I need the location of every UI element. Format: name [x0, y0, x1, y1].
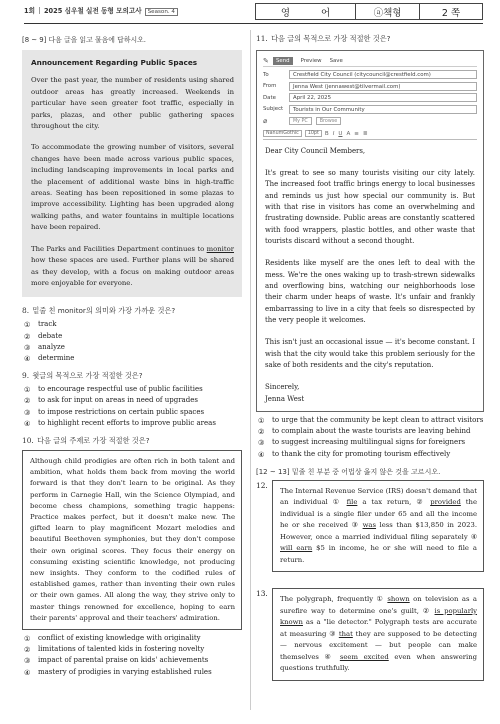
paragraph-3-text-a: The Parks and Facilities Department continues to — [31, 244, 207, 253]
announcement-title: Announcement Regarding Public Spaces — [31, 58, 198, 67]
option-marker: ③ — [24, 342, 31, 352]
q13-underline-2: is popularly known — [280, 606, 478, 627]
q13-text-5: even when answering questions truthfully. — [280, 652, 478, 673]
exam-info-box — [255, 3, 483, 20]
answer-option[interactable] — [24, 319, 242, 330]
q13-mark-2: ② — [422, 606, 435, 615]
q12-text-5: $5 in income, he or she will need to file a return. — [280, 544, 477, 564]
option-text: mastery of prodigies in varying established rules — [38, 667, 212, 676]
answer-option[interactable] — [24, 395, 242, 406]
option-marker: ① — [24, 385, 31, 395]
option-text: determine — [38, 353, 75, 362]
header-rule — [24, 23, 483, 24]
to-label: To — [263, 71, 269, 78]
q13-underline-4: seem excited — [339, 652, 389, 661]
q13-text-1: The polygraph, frequently — [280, 595, 377, 604]
align-left-icon[interactable]: ≡ — [354, 130, 359, 137]
option-text: to highlight recent efforts to improve public areas — [38, 418, 216, 427]
option-text: to ask for input on areas in need of upgrades — [38, 396, 198, 405]
option-marker: ④ — [24, 667, 31, 677]
question-8-options — [24, 319, 242, 364]
page-label: 2 쪽 — [441, 7, 461, 19]
format-toolbar — [263, 129, 477, 140]
align-center-icon[interactable]: ≣ — [362, 130, 368, 137]
from-row — [263, 81, 477, 93]
question-13-number: 13. — [256, 589, 268, 599]
option-marker: ② — [24, 331, 31, 341]
subject-label: Subject — [263, 106, 284, 113]
option-text: to encourage respectful use of public facilities — [38, 385, 203, 394]
option-marker: ② — [258, 427, 265, 437]
email-signature: Jenna West — [265, 394, 305, 403]
question-9-number: 9. — [22, 371, 30, 381]
q13-text-2: on television as a surefire way to determine one's guilt, — [280, 595, 477, 615]
send-tab[interactable]: Send — [273, 57, 293, 65]
text-color-icon[interactable]: A — [346, 130, 351, 137]
q13-underline-3: that — [338, 629, 353, 638]
option-text: limitations of talented kids in fostering novelty — [38, 645, 205, 654]
option-marker: ④ — [258, 449, 265, 459]
option-text: to urge that the community be kept clean to attract visitors — [272, 416, 484, 425]
q12-mark-4: ④ — [470, 532, 477, 541]
answer-option[interactable] — [24, 633, 242, 644]
q12-text-1: The Internal Revenue Service (IRS) doesn't demand that an individual — [280, 486, 477, 507]
option-text: conflict of existing knowledge with originality — [38, 633, 201, 642]
q12-underline-1: file — [346, 498, 358, 507]
option-text: to thank the city for promoting tourism effectively — [272, 449, 451, 458]
bold-icon[interactable]: B — [324, 130, 329, 137]
option-marker: ① — [24, 633, 31, 643]
email-greeting: Dear City Council Members, — [265, 146, 366, 155]
to-row — [263, 69, 477, 81]
email-body — [263, 140, 477, 406]
question-8-stem: 밑줄 친 monitor의 의미와 가장 가까운 것은? — [32, 306, 176, 316]
underline-icon[interactable]: U — [338, 130, 343, 137]
option-marker: ③ — [24, 407, 31, 417]
underlined-monitor: monitor — [206, 244, 234, 253]
answer-option[interactable] — [24, 418, 242, 429]
question-8 — [22, 306, 242, 316]
q12-text-2: a tax return, — [357, 498, 417, 507]
column-divider — [250, 30, 251, 710]
answer-option[interactable] — [24, 384, 242, 395]
attachment-row — [263, 115, 477, 127]
email-toolbar — [263, 55, 477, 67]
q13-mark-1: ① — [376, 595, 388, 604]
answer-option[interactable] — [258, 437, 484, 448]
header-separator — [39, 7, 40, 14]
q12-text-4: less than $13,850 in 2023. However, once a married individual filing separately — [280, 521, 478, 541]
question-9-options — [24, 384, 242, 429]
question-10-passage: Although child prodigies are often rich in both talent and ambition, what holds them back from moving the world forward is that they don't learn to be original. As they perform in Carnegie Hall, win the Science Olympiad, and become chess champions, something tragic happens: Practice makes perfect, but it doesn't make new. The gifted learn to play magnificent Mozart melodies and beautiful Beethoven symphonies, but they don't compose their own original scores. They focus their energy on consuming existing scientific knowledge, not producing new insights. They conform to the codified rules of established games, rather than inventing their own rules or their own games. All along the way, they strive only to master things renowned for excellence, hoping to earn their parents' approval and their teachers' admiration. — [22, 450, 242, 630]
exam-header-left — [24, 5, 178, 15]
from-label: From — [263, 83, 277, 90]
question-11-options — [258, 415, 484, 460]
date-field[interactable]: April 22, 2025 — [289, 93, 477, 102]
q12-mark-3: ③ — [351, 521, 363, 530]
right-column — [256, 34, 484, 681]
save-tab[interactable]: Save — [329, 57, 343, 64]
question-11 — [256, 34, 484, 44]
round-number: 1회 — [24, 7, 35, 15]
question-12-number: 12. — [256, 480, 268, 490]
paragraph-3-text-b: how these spaces are used. Further plans will be shared as they develop, with a focus on making outdoor areas more enjoyable for everyone. — [31, 256, 234, 287]
question-13-passage — [272, 588, 484, 681]
question-10-options — [24, 633, 242, 678]
answer-option[interactable] — [24, 667, 242, 678]
option-marker: ① — [24, 320, 31, 330]
announcement-passage — [22, 50, 242, 297]
left-column — [22, 34, 242, 678]
q13-text-4: they are supposed to be detecting — nervous excitement — but people can make themselves — [280, 629, 477, 661]
option-marker: ④ — [24, 418, 31, 428]
date-label: Date — [263, 94, 276, 101]
option-text: to complain about the waste tourists are leaving behind — [272, 427, 471, 436]
q12-underline-3: was — [362, 521, 377, 530]
italic-icon[interactable]: I — [332, 130, 335, 137]
q13-underline-1: shown — [387, 595, 410, 604]
option-marker: ② — [24, 645, 31, 655]
paperclip-icon: ⌀ — [263, 116, 268, 125]
question-11-stem: 다음 글의 목적으로 가장 적절한 것은? — [271, 34, 391, 43]
from-field[interactable]: Jenna West (jennawest@tilvermail.com) — [289, 82, 477, 91]
email-closing: Sincerely, — [265, 383, 300, 392]
answer-option[interactable] — [258, 415, 484, 426]
q12-underline-4: will earn — [280, 544, 313, 553]
q13-mark-3: ③ — [329, 629, 339, 638]
q12-underline-2: provided — [430, 498, 461, 507]
answer-option[interactable] — [258, 426, 484, 437]
email-paragraph-2: Residents like myself are the ones left to deal with the mess. We're the ones waking up to trash-strewn sidewalks and overflowing bins, watching our neighborhoods lose their charm under heaps of waste. It's unfair and frankly embarrassing to live in a city that feels so disrespected by the very people it welcomes. — [265, 259, 475, 324]
question-12 — [256, 480, 484, 573]
exam-title: 2025 심우철 실전 동형 모의고사 — [43, 7, 142, 15]
compose-icon: ✎ — [263, 56, 269, 65]
q12-mark-2: ② — [416, 498, 431, 507]
answer-option[interactable] — [258, 449, 484, 460]
answer-option[interactable] — [24, 353, 242, 364]
season-badge: Season. 4 — [145, 8, 178, 16]
question-9-stem: 윗글의 목적으로 가장 적절한 것은? — [32, 371, 143, 381]
question-12-passage — [272, 480, 484, 573]
email-paragraph-3: This isn't just an occasional issue — it's become constant. I wish that the city would take this problem seriously for the sake of both residents and the city's reputation. — [265, 338, 475, 369]
q13-text-3: as a "lie detector." Polygraph tests are accurate at measuring — [280, 618, 477, 638]
option-text: track — [38, 320, 57, 329]
subject-row — [263, 104, 477, 116]
option-marker: ④ — [24, 353, 31, 363]
option-text: to suggest increasing multilingual signs for foreigners — [272, 438, 466, 447]
answer-option[interactable] — [24, 342, 242, 353]
q12-mark-1: ① — [332, 498, 347, 507]
option-marker: ③ — [24, 656, 31, 666]
question-11-number: 11. — [256, 34, 268, 43]
question-10 — [22, 436, 242, 446]
subject-label: 영 어 — [256, 4, 356, 19]
option-marker: ③ — [258, 438, 265, 448]
option-marker: ① — [258, 416, 265, 426]
email-window — [256, 50, 484, 412]
option-marker: ② — [24, 396, 31, 406]
option-text: debate — [38, 331, 63, 340]
option-text: analyze — [38, 342, 65, 351]
question-9 — [22, 371, 242, 381]
announcement-paragraph-3 — [31, 244, 234, 290]
question-8-number: 8. — [22, 306, 30, 316]
instruction-8-9: [8 ~ 9] 다음 글을 읽고 물음에 답하시오. — [22, 36, 146, 44]
answer-option[interactable] — [24, 644, 242, 655]
announcement-paragraph-2: To accommodate the growing number of visitors, several changes have been made across various public spaces, including landscaping improvements in local parks and the placement of additional waste bins in high-traffic areas. Seating has been repositioned in some plazas to improve accessibility. Lighting has been upgraded along walking paths, and water fountains in multiple locations have been repaired. — [31, 143, 234, 232]
announcement-paragraph-1: Over the past year, the number of residents using shared outdoor areas has greatly increased. Weekends in particular have seen greater foot traffic, especially in parks, plazas, and other public gathering spaces throughout the city. — [31, 76, 234, 131]
page-header — [0, 0, 500, 26]
option-text: to impose restrictions on certain public spaces — [38, 407, 205, 416]
email-paragraph-1: It's great to see so many tourists visiting our city lately. The increased foot traffic brings energy to local businesses and reminds us just how special our community is. But with that rise in visitors has come an overwhelming and frustrating downside. Public areas are constantly scattered with food wrappers, plastic bottles, and other waste that tourists discard without a second thought. — [265, 168, 475, 245]
preview-tab[interactable]: Preview — [300, 57, 322, 64]
booklet-type: ⓐ책형 — [356, 4, 420, 19]
q13-mark-4: ④ — [324, 652, 340, 661]
answer-option[interactable] — [24, 655, 242, 666]
browse-button[interactable]: Browse — [316, 117, 341, 125]
question-10-stem: 다음 글의 주제로 가장 적절한 것은? — [37, 435, 150, 445]
answer-option[interactable] — [24, 407, 242, 418]
to-field[interactable]: Crestfield City Council (citycouncil@crestfield.com) — [289, 70, 477, 79]
font-select[interactable]: NanumGothic — [263, 130, 302, 137]
subject-field[interactable]: Tourists in Our Community — [289, 105, 477, 114]
question-13 — [256, 588, 484, 681]
size-select[interactable]: 10pt — [305, 130, 322, 137]
question-10-number: 10. — [22, 435, 34, 445]
instruction-12-13: [12 ~ 13] 밑줄 친 부분 중 어법상 옳지 않은 것을 고르시오. — [256, 467, 441, 476]
date-row — [263, 92, 477, 104]
option-text: impact of parental praise on kids' achievements — [38, 656, 209, 665]
answer-option[interactable] — [24, 331, 242, 342]
q12-text-3: the individual is a single filer under 65 and all the income he or she received — [280, 498, 477, 530]
my-pc-button[interactable]: My PC — [289, 117, 312, 125]
